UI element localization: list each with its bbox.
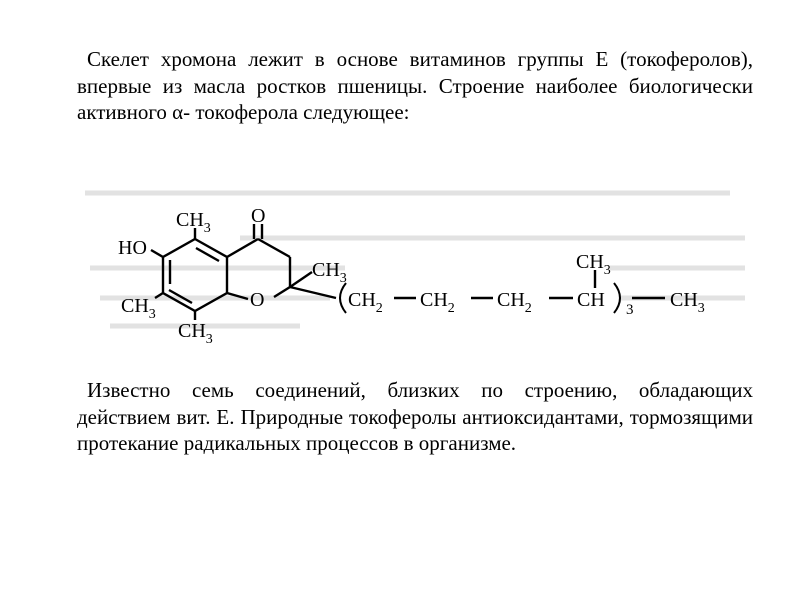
conclusion-paragraph bbox=[77, 377, 753, 457]
conclusion-text: Известно семь соединений, близких по строению, обладающих действием вит. Е. Природные токоферолы антиоксидантами, тормозящими протекание радикальных процессов в организме. bbox=[77, 378, 753, 455]
repeat-subscript: 3 bbox=[626, 302, 634, 318]
ch2-label-1: $CH_2$ bbox=[348, 289, 383, 316]
ch3-end-label: $CH_3$ bbox=[670, 289, 705, 316]
ring-oxygen-label: O bbox=[250, 289, 265, 311]
ch3-branch-label: $CH_3$ bbox=[576, 251, 611, 278]
structural-formula bbox=[0, 180, 800, 360]
hydroxyl-label: HO bbox=[118, 237, 147, 259]
right-bracket bbox=[614, 283, 620, 313]
ch2-label-2: $CH_2$ bbox=[420, 289, 455, 316]
ch3-top-label: $CH_3$ bbox=[176, 209, 211, 236]
tocopherol-structure-figure bbox=[0, 180, 800, 360]
ch3-c2-label: $CH_3$ bbox=[312, 259, 347, 286]
ch-label: CH bbox=[577, 289, 605, 311]
left-bracket bbox=[340, 283, 346, 313]
intro-paragraph bbox=[77, 46, 753, 126]
intro-text: Скелет хромона лежит в основе витаминов группы Е (токоферолов), впервые из масла ростков пшеницы. Строение наиболее биологически активного α- токоферола следующее: bbox=[77, 47, 753, 124]
ch3-left-label: $CH_3$ bbox=[121, 295, 156, 322]
ketone-oxygen-label: O bbox=[251, 205, 266, 227]
ch3-bottom-label: $CH_3$ bbox=[178, 320, 213, 347]
ch2-label-3: $CH_2$ bbox=[497, 289, 532, 316]
